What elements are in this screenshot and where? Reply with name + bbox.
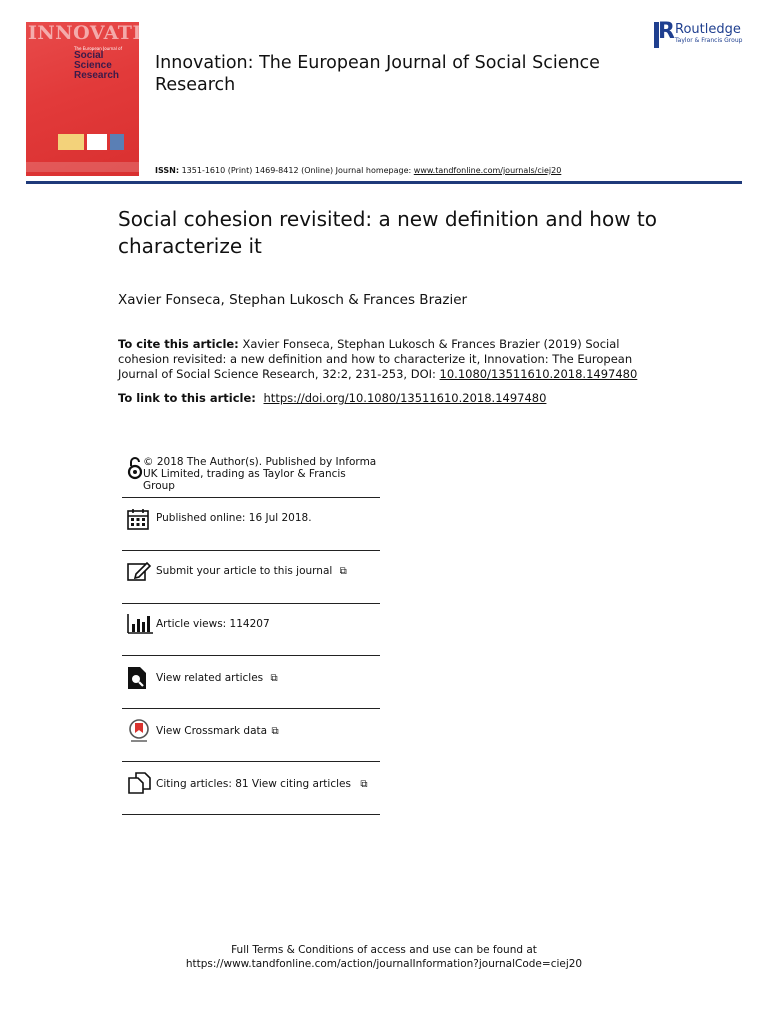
related-row[interactable]	[122, 656, 380, 709]
open-access-icon	[122, 456, 143, 480]
citing-documents-icon	[122, 772, 156, 794]
cite-text: Xavier Fonseca, Stephan Lukosch & Frances Brazier (2019) Social cohesion revisited: a new definition and how to characterize it, Innovation: The European Journal of Social Science Research, 32:2, 231-253, DOI:	[118, 337, 633, 381]
header-rule	[26, 181, 742, 184]
journal-title[interactable]: Innovation: The European Journal of Social Science Research	[155, 53, 600, 95]
article-doi-link[interactable]: https://doi.org/10.1080/13511610.2018.1497480	[263, 391, 547, 405]
license-text: © 2018 The Author(s). Published by Informa UK Limited, trading as Taylor & Francis Group	[143, 456, 377, 492]
related-articles-link[interactable]: View related articles	[156, 672, 264, 684]
cover-decoration	[66, 102, 126, 111]
issn-label: ISSN:	[155, 166, 180, 175]
crossmark-row[interactable]	[122, 709, 380, 762]
external-link-icon: ⧉	[270, 673, 278, 684]
license-row	[122, 450, 380, 498]
link-label: To link to this article:	[118, 391, 256, 405]
submit-link[interactable]: Submit your article to this journal	[156, 565, 333, 577]
issn-text: 1351-1610 (Print) 1469-8412 (Online) Journal homepage:	[181, 166, 412, 175]
article-meta-list	[122, 450, 380, 815]
routledge-logo-icon: R	[654, 22, 671, 48]
citing-row[interactable]	[122, 762, 380, 815]
cover-title: Social Science Research	[74, 50, 120, 81]
views-row	[122, 604, 380, 656]
search-document-icon	[122, 666, 156, 690]
cover-banner: INNOVATION	[28, 22, 177, 44]
footer-terms-link[interactable]: https://www.tandfonline.com/action/journalInformation?journalCode=ciej20	[185, 958, 583, 970]
published-text: Published online: 16 Jul 2018.	[156, 512, 312, 524]
article-title: Social cohesion revisited: a new definition and how to characterize it	[118, 207, 658, 258]
crossmark-link[interactable]: View Crossmark data	[156, 725, 268, 737]
external-link-icon: ⧉	[271, 726, 279, 737]
footer-terms	[0, 943, 768, 971]
cite-label: To cite this article:	[118, 337, 239, 351]
issn-line	[155, 166, 561, 175]
published-row	[122, 498, 380, 551]
external-link-icon: ⧉	[360, 779, 368, 790]
publisher-logo[interactable]	[654, 19, 743, 48]
footer-line1: Full Terms & Conditions of access and use can be found at	[231, 944, 537, 956]
article-link-block	[118, 391, 648, 405]
cover-band	[26, 162, 139, 172]
cover-logos	[58, 134, 124, 150]
calendar-icon	[122, 508, 156, 530]
bar-chart-icon	[122, 614, 156, 634]
publisher-group: Taylor & Francis Group	[675, 37, 743, 44]
cite-doi-link[interactable]: 10.1080/13511610.2018.1497480	[439, 367, 638, 381]
article-authors: Xavier Fonseca, Stephan Lukosch & Frances Brazier	[118, 292, 468, 308]
crossmark-icon	[122, 719, 156, 743]
cover-series: The European Journal of	[74, 46, 122, 51]
submit-row[interactable]	[122, 551, 380, 604]
publisher-name: Routledge	[675, 22, 741, 37]
journal-homepage-link[interactable]: www.tandfonline.com/journals/ciej20	[413, 166, 562, 175]
citing-articles-link[interactable]: Citing articles: 81 View citing articles	[156, 778, 351, 790]
views-text: Article views: 114207	[156, 618, 270, 630]
external-link-icon: ⧉	[339, 566, 347, 577]
citation-block	[118, 337, 648, 382]
edit-icon	[122, 561, 156, 581]
